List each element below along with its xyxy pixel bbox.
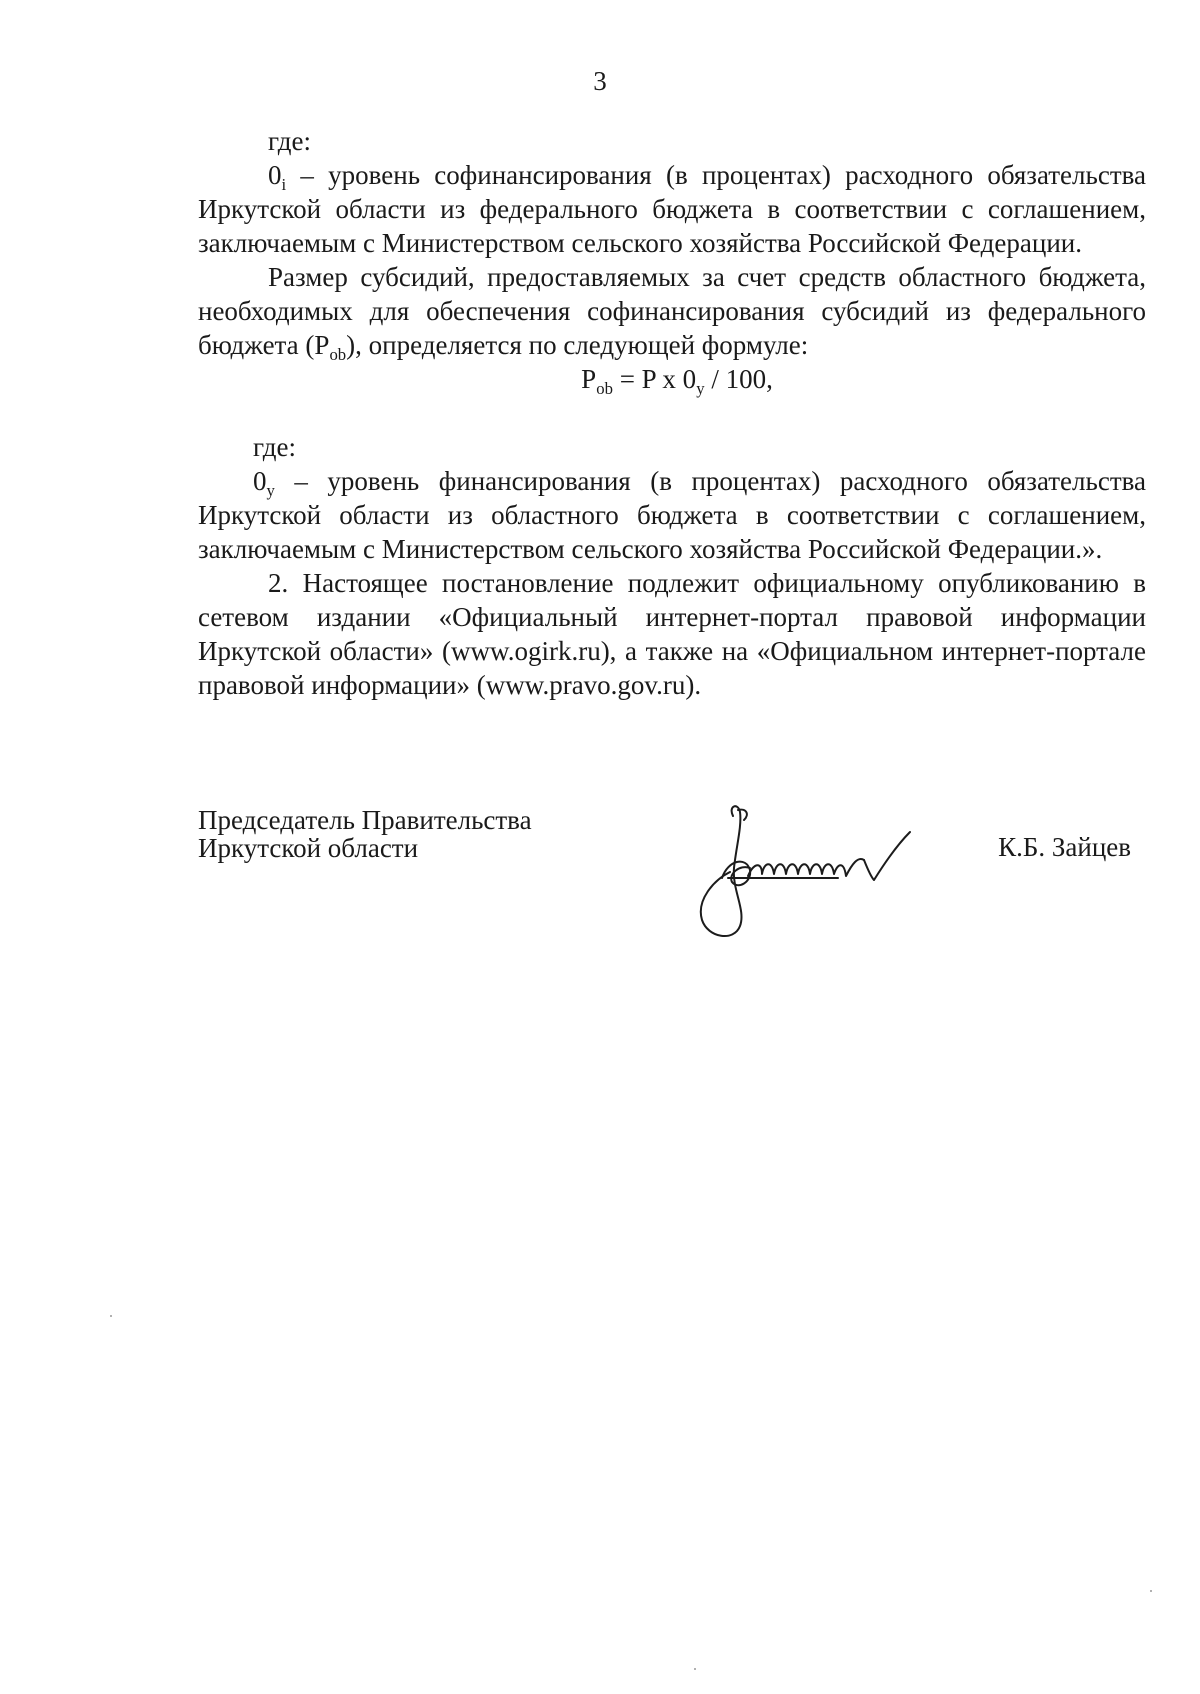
- definition-text: – уровень финансирования (в процентах) расходного обязательства Иркутской области из областного бюджета в соответствии с соглашением, заключаемым с Министерством сельского хозяйства Российской Федерации.».: [198, 466, 1146, 564]
- paragraph-text-part: Размер субсидий, предоставляемых за счет средств областного бюджета, необходимых для обеспечения софинансирования субсидий из федерального бюджета (P: [198, 262, 1146, 360]
- variable-subscript: y: [266, 480, 275, 500]
- signatory-name: К.Б. Зайцев: [998, 832, 1131, 862]
- paragraph-definition-oy: [198, 464, 1146, 566]
- signatory-title: [198, 806, 532, 862]
- paragraph-text-part: ), определяется по следующей формуле:: [346, 330, 809, 360]
- paragraph-where-1: где:: [268, 126, 311, 156]
- signature-block: [198, 806, 1146, 956]
- variable-o: 0: [268, 160, 282, 190]
- document-body: [198, 124, 1146, 702]
- definition-text: – уровень софинансирования (в процентах) расходного обязательства Иркутской области из федерального бюджета в соответствии с соглашением, заключаемым с Министерством сельского хозяйства Российской Федерации.: [198, 160, 1146, 258]
- variable-subscript: ob: [329, 344, 347, 364]
- paragraph-subsidy-size: [198, 260, 1146, 362]
- variable-subscript: i: [281, 174, 287, 194]
- page-number: 3: [593, 66, 607, 96]
- signatory-title-line-1: Председатель Правительства: [198, 805, 532, 835]
- formula-subscript: y: [696, 378, 705, 398]
- handwritten-signature: [688, 798, 928, 948]
- paragraph-publication: 2. Настоящее постановление подлежит официальному опубликованию в сетевом издании «Официальный интернет-портал правовой информации Иркутской области» (www.ogirk.ru), а также на «Официальном интернет-портале правовой информации» (www.pravo.gov.ru).: [198, 568, 1146, 700]
- signatory-title-line-2: Иркутской области: [198, 833, 419, 863]
- paragraph-definition-oi: [198, 158, 1146, 260]
- paragraph-where-2: где:: [253, 432, 296, 462]
- formula-subscript: ob: [596, 378, 613, 398]
- scan-speck: [1150, 1590, 1152, 1592]
- scan-speck: [110, 1315, 112, 1317]
- formula-part: P: [581, 364, 597, 394]
- formula: [198, 362, 1146, 396]
- variable-o: 0: [253, 466, 267, 496]
- formula-part: / 100,: [704, 364, 773, 394]
- scan-speck: [694, 1668, 696, 1670]
- formula-part: = P x 0: [612, 364, 697, 394]
